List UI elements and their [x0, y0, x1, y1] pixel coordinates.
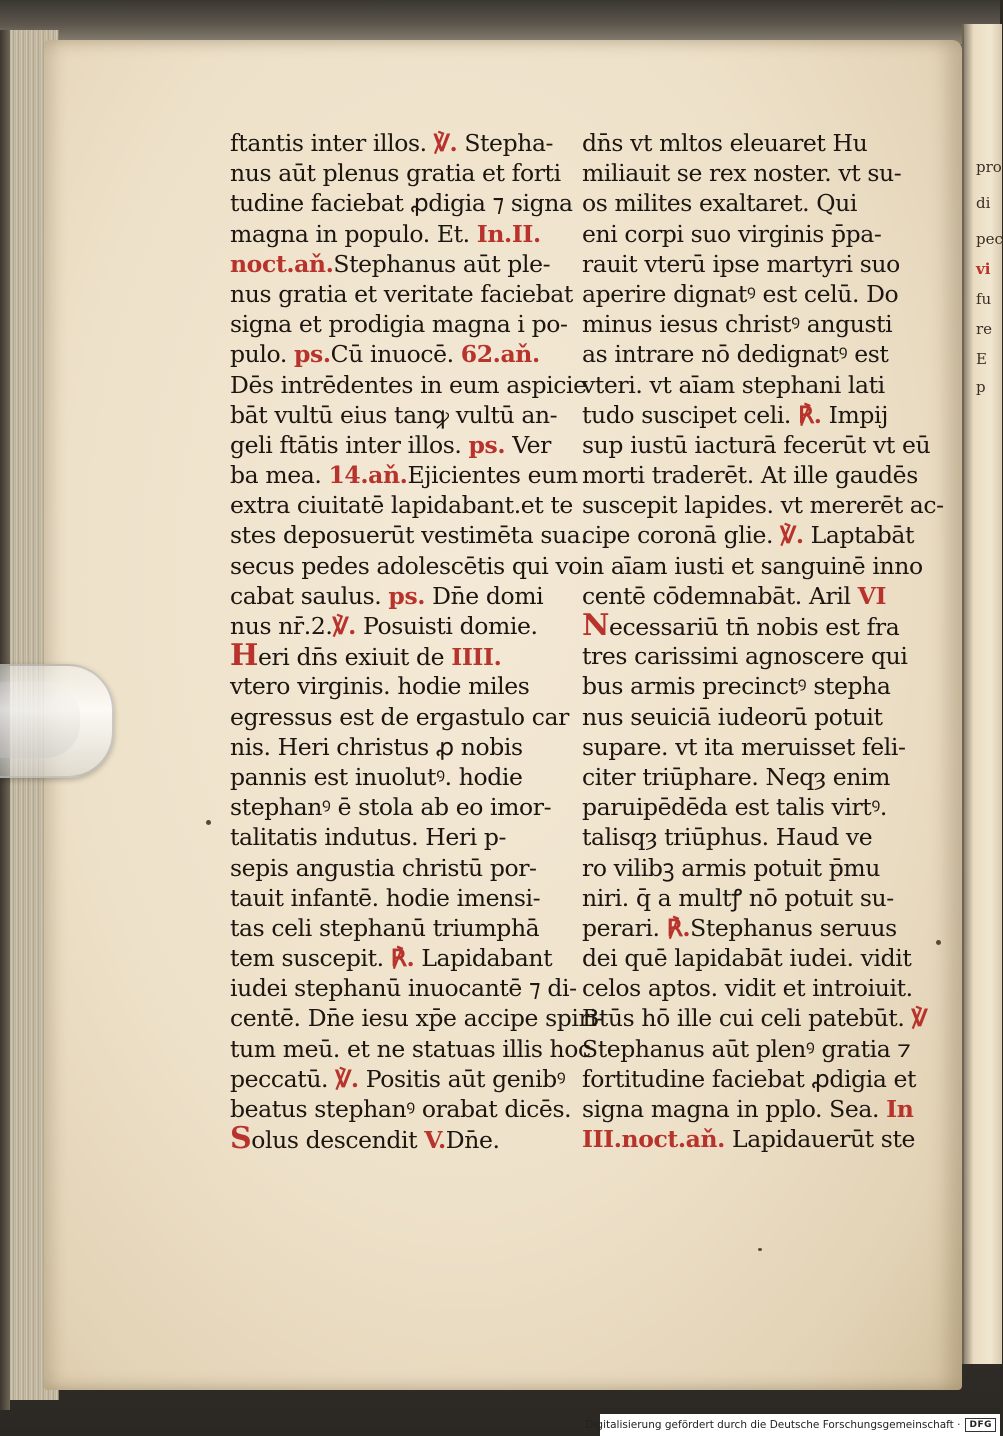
text-run: Laptabāt	[803, 521, 915, 550]
text-run: paruipēdēda est talis virtꝰ.	[582, 793, 887, 822]
text-run: ecessariū tn̄ nobis est fra	[609, 613, 900, 641]
text-run: signa et prodigia magna i po-	[230, 310, 568, 339]
text-line	[230, 671, 552, 701]
text-line	[582, 430, 931, 460]
book-top-edge	[0, 0, 1000, 44]
text-run: cipe coronā glie.	[582, 521, 781, 550]
text-line	[582, 551, 923, 581]
text-line	[230, 249, 552, 279]
text-run: Lapidabant	[414, 944, 553, 973]
text-run: eri dn̄s exiuit de	[257, 643, 452, 672]
facing-page-fragment: re	[976, 320, 993, 338]
rubric-text: VI	[857, 581, 887, 610]
text-line	[582, 822, 904, 852]
text-line	[230, 702, 569, 732]
text-run: Dn̄e domi	[425, 581, 544, 610]
text-run: Impij	[821, 400, 889, 429]
text-run: vtero virginis. hodie miles	[230, 672, 530, 701]
text-line	[230, 732, 552, 762]
text-run: Stephanus aūt ple-	[333, 249, 551, 278]
footer-text: Digitalisierung gefördert durch die Deutsche Forschungsgemeinschaft ·	[585, 1419, 961, 1431]
text-run: supare. vt ita meruisset feli-	[582, 732, 906, 761]
text-run: peccatū.	[230, 1064, 336, 1093]
text-line	[582, 1064, 917, 1094]
text-run: signa magna in pplo. Sea.	[582, 1095, 887, 1123]
rubric-text: ps.	[388, 581, 426, 610]
text-line	[230, 581, 552, 611]
ink-dot	[936, 940, 941, 945]
text-line	[230, 309, 568, 339]
text-run: eni corpi suo virginis p̄pa-	[582, 219, 882, 248]
text-line	[582, 249, 904, 279]
text-line	[582, 853, 904, 883]
text-line	[582, 1094, 914, 1124]
text-run: dei quē lapidabāt iudei. vidit	[582, 944, 912, 973]
text-line	[230, 913, 552, 943]
text-line	[230, 883, 552, 913]
text-line	[230, 279, 573, 309]
text-line	[230, 1121, 552, 1157]
text-run: aperire dignatꝰ est celū. Do	[582, 279, 899, 308]
text-line	[582, 279, 904, 309]
text-line	[230, 1003, 604, 1033]
text-line	[230, 460, 578, 490]
text-line	[582, 792, 904, 822]
text-line	[582, 913, 904, 943]
text-run: Btūs hō ille cui celi patebūt.	[582, 1004, 912, 1033]
text-run: sup iustū iacturā fecerūt vt eū	[582, 430, 931, 459]
text-run: tauit infantē. hodie imensi-	[230, 883, 541, 912]
rubric-text: ℣.	[780, 521, 804, 550]
text-run: talisqȝ triūphus. Haud ve	[582, 823, 873, 852]
text-line	[582, 520, 915, 550]
text-line	[582, 1124, 916, 1154]
text-run: ftantis inter illos.	[230, 129, 434, 157]
text-run: tudo suscipet celi.	[582, 400, 799, 429]
text-run: pannis est inuolutꝰ. hodie	[230, 762, 523, 791]
text-run: Stephanus aūt plenꝰ gratia ⁊	[582, 1034, 911, 1063]
text-line	[582, 1034, 911, 1064]
text-line	[582, 702, 904, 732]
text-line	[582, 219, 904, 249]
text-run: tas celi stephanū triumphā	[230, 913, 540, 942]
text-run: Stephanus seruus	[690, 913, 897, 942]
text-run: tum meū. et ne statuas illis hoc	[230, 1034, 591, 1063]
text-line	[230, 520, 588, 550]
facing-page-fragment: E	[976, 350, 987, 368]
text-run: tem suscepit.	[230, 944, 391, 973]
rubric-text: ℣.	[332, 612, 356, 640]
text-line	[582, 732, 904, 762]
text-run: celos aptos. vidit et introiuit.	[582, 974, 913, 1003]
text-run: in aīam iusti et sanguinē inno	[582, 551, 923, 580]
text-run: Stepha-	[457, 129, 554, 157]
text-line	[582, 309, 904, 339]
text-run: extra ciuitatē lapidabant.et te	[230, 491, 573, 520]
text-run: minus iesus christꝰ angusti	[582, 310, 893, 339]
initial-letter: N	[582, 608, 610, 643]
plastic-page-clip	[0, 664, 114, 778]
text-line	[582, 460, 918, 490]
text-run: Lapidauerūt ste	[724, 1125, 916, 1154]
text-line	[230, 822, 552, 852]
text-line	[582, 339, 904, 369]
text-run: citer triūphare. Neqȝ enim	[582, 762, 891, 791]
dfg-logo: DFG	[965, 1418, 996, 1432]
text-line	[582, 608, 904, 643]
text-run: cabat saulus.	[230, 581, 389, 610]
text-run: miliauit se rex noster. vt su-	[582, 159, 902, 188]
text-line	[582, 581, 904, 611]
text-line	[582, 158, 904, 188]
text-run: stes deposuerūt vestimēta sua.	[230, 521, 588, 550]
text-line	[230, 943, 552, 973]
ink-dot	[758, 1248, 762, 1251]
facing-page-fragment: vi	[976, 260, 991, 278]
text-line	[230, 400, 558, 430]
text-line	[582, 128, 904, 158]
text-run: centē cōdemnabāt. Aril	[582, 581, 858, 610]
text-run: Dēs intrēdentes in eum aspicie	[230, 370, 587, 399]
text-run: geli ftātis inter illos.	[230, 430, 469, 459]
text-run: Positis aūt genibꝰ	[358, 1064, 566, 1093]
text-run: nus seuiciā iudeorū potuit	[582, 702, 883, 731]
rubric-text: noct.aň.	[230, 249, 334, 278]
text-run: iudei stephanū inuocantē ⁊ di-	[230, 974, 577, 1003]
text-line	[582, 641, 908, 671]
text-run: nis. Heri christus ꝓ nobis	[230, 732, 523, 761]
text-run: bus armis precinctꝰ stepha	[582, 672, 891, 701]
text-run: tres carissimi agnoscere qui	[582, 642, 908, 671]
text-line	[230, 638, 552, 674]
text-line	[582, 370, 904, 400]
text-line	[582, 943, 912, 973]
text-line	[582, 1003, 928, 1033]
text-run: nus gratia et veritate faciebat	[230, 279, 573, 308]
text-run: bāt vultū eius tanꝙ vultū an-	[230, 400, 558, 429]
text-line	[230, 853, 552, 883]
text-run: beatus stephanꝰ orabat dicēs.	[230, 1095, 572, 1123]
text-run: nus aūt plenus gratia et forti	[230, 159, 561, 188]
rubric-text: ℣.	[335, 1064, 359, 1093]
text-run: tudine faciebat ꝓdigia ⁊ signa	[230, 189, 573, 218]
text-line	[230, 973, 577, 1003]
text-line	[230, 219, 552, 249]
text-line	[230, 158, 561, 188]
text-run: talitatis indutus. Heri p-	[230, 823, 507, 852]
text-line	[230, 128, 552, 158]
text-line	[582, 490, 944, 520]
text-line	[230, 611, 552, 641]
text-line	[230, 490, 573, 520]
text-line	[582, 883, 904, 913]
rubric-text: ℟.	[798, 400, 822, 429]
text-run: sepis angustia christū por-	[230, 853, 537, 882]
text-line	[230, 339, 552, 369]
digitization-footer	[585, 1414, 1000, 1436]
text-line	[582, 762, 904, 792]
rubric-text: ℣.	[433, 129, 458, 157]
text-run: centē. Dn̄e iesu xp̄e accipe spiri-	[230, 1004, 604, 1033]
text-line	[230, 1094, 572, 1124]
text-line	[230, 370, 587, 400]
text-line	[582, 188, 904, 218]
text-run: egressus est de ergastulo car	[230, 702, 569, 731]
facing-page	[962, 24, 1002, 1364]
rubric-text: 62.aň.	[460, 340, 540, 369]
text-run: ba mea.	[230, 461, 329, 490]
facing-page-fragment: p	[976, 378, 986, 396]
text-run: vteri. vt aīam stephani lati	[582, 370, 885, 399]
rubric-text: In	[886, 1095, 914, 1123]
text-run: Ejicientes eum	[407, 461, 578, 490]
text-run: perari.	[582, 913, 667, 942]
text-run: Ver	[505, 430, 551, 459]
text-run: as intrare nō dedignatꝰ est	[582, 340, 889, 369]
text-run: Cū inuocē.	[330, 340, 461, 369]
initial-letter: S	[230, 1121, 252, 1157]
right-text-column	[582, 128, 944, 1154]
text-run: niri. q̄ a multꝭ nō potuit su-	[582, 883, 894, 912]
text-line	[230, 188, 573, 218]
text-run: rauit vterū ipse martyri suo	[582, 249, 900, 278]
text-run: stephanꝰ ē stola ab eo imor-	[230, 793, 552, 822]
initial-letter: H	[230, 638, 258, 674]
text-line	[582, 400, 904, 430]
text-line	[230, 551, 583, 581]
facing-page-fragment: pro	[976, 158, 1002, 176]
rubric-text: 14.aň.	[328, 461, 408, 490]
text-line	[230, 1064, 566, 1094]
text-line	[230, 430, 552, 460]
left-text-column	[230, 128, 604, 1157]
text-line	[582, 671, 904, 701]
rubric-text: III.noct.aň.	[582, 1125, 725, 1154]
facing-page-fragment: di	[976, 194, 991, 212]
text-line	[230, 1034, 591, 1064]
rubric-text: ps.	[293, 340, 331, 369]
text-run: Dn̄e.	[445, 1126, 500, 1155]
facing-page-fragment: pec	[976, 230, 1003, 248]
text-run: suscepit lapides. vt mererēt ac-	[582, 491, 944, 520]
text-run: olus descendit	[251, 1126, 425, 1155]
text-run: magna in populo. Et.	[230, 219, 477, 248]
text-run: os milites exaltaret. Qui	[582, 189, 857, 218]
rubric-text: IIII.	[451, 643, 502, 672]
text-run: nus nr̄.2.	[230, 612, 333, 640]
facing-page-fragment: fu	[976, 290, 992, 308]
text-run: ro vilibꝫ armis potuit p̄mu	[582, 853, 881, 882]
rubric-text: ps.	[468, 430, 506, 459]
text-line	[582, 973, 913, 1003]
text-line	[230, 762, 552, 792]
text-run: dn̄s vt mltos eleuaret Hu	[582, 129, 868, 157]
rubric-text: V.	[424, 1126, 446, 1155]
rubric-text: In.II.	[476, 219, 541, 248]
text-run: fortitudine faciebat ꝓdigia et	[582, 1064, 917, 1093]
clip-inner	[0, 682, 80, 758]
text-line	[230, 792, 552, 822]
text-run: pulo.	[230, 340, 294, 369]
ink-dot	[206, 820, 211, 825]
text-run: secus pedes adolescētis qui vo	[230, 551, 583, 580]
rubric-text: ℟.	[390, 944, 415, 973]
text-run: Posuisti domie.	[355, 612, 538, 640]
rubric-text: ℣	[911, 1004, 928, 1033]
rubric-text: ℟.	[666, 913, 691, 942]
text-run: morti traderēt. At ille gaudēs	[582, 461, 918, 490]
